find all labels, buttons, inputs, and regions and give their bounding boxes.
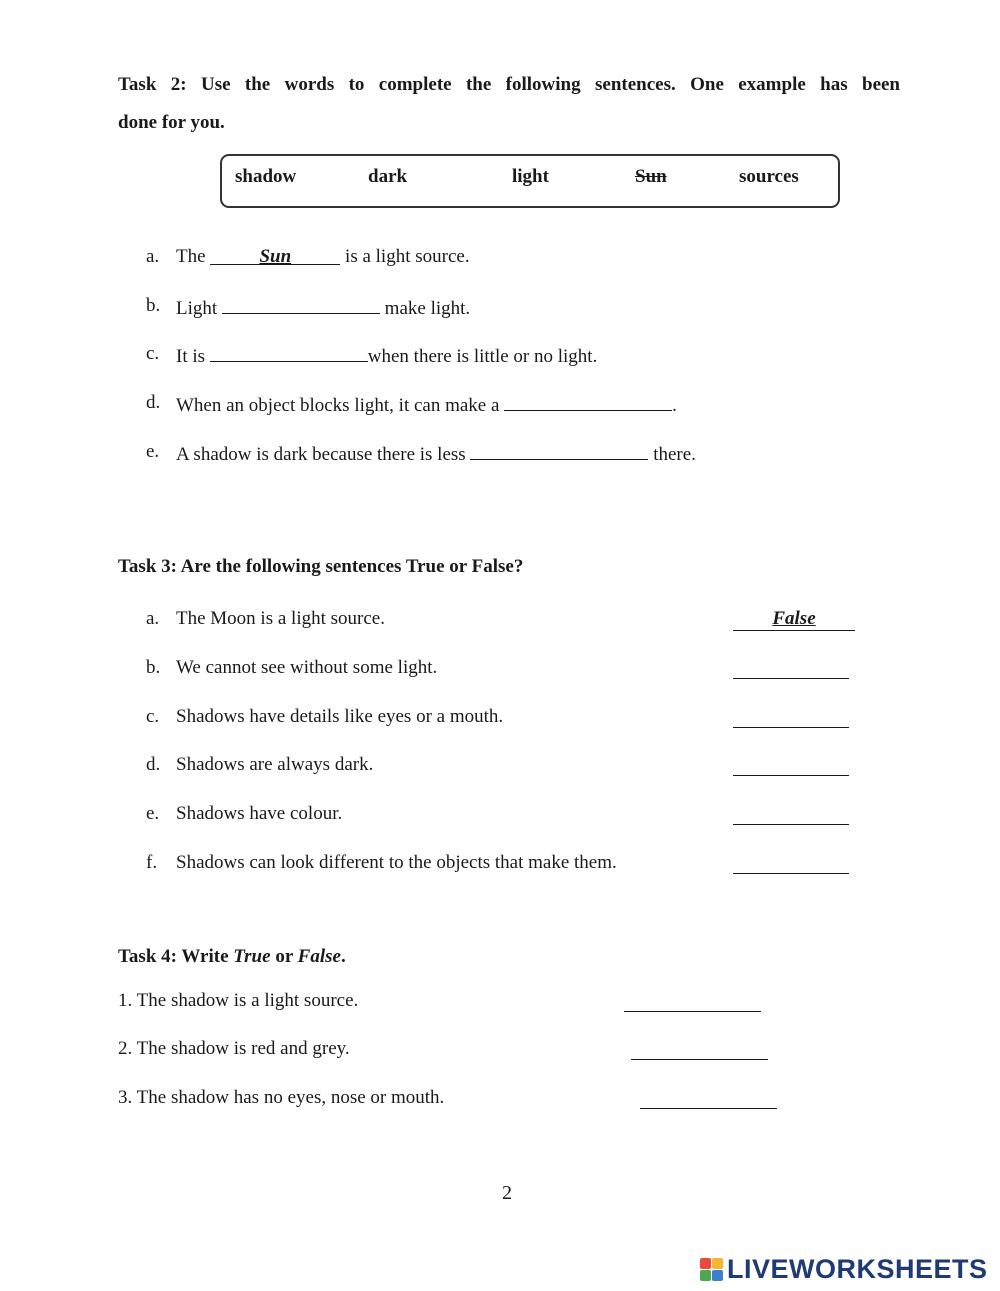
logo-blocks-icon (700, 1258, 723, 1281)
task3-item-f-answer-field[interactable] (733, 872, 849, 874)
page-number: 2 (502, 1182, 512, 1204)
task2-item-c-pre: It is (176, 346, 206, 367)
task3-item-e-answer-field[interactable] (733, 823, 849, 825)
brand-name: LIVEWORKSHEETS (727, 1253, 988, 1284)
task3-title-text: : Are the following sentences True or False? (170, 556, 524, 577)
task3-item-b-letter: b. (146, 657, 161, 678)
liveworksheets-logo (700, 1252, 988, 1286)
task2-item-d-answer-field[interactable] (504, 392, 672, 411)
task2-item-c-post: when there is little or no light. (367, 346, 598, 367)
task4-item-2-text: 2. The shadow is red and grey. (118, 1038, 350, 1059)
task3-item-a-line (733, 629, 855, 631)
word-sun-used[interactable]: Sun (635, 166, 667, 187)
task3-item-a-answer-field[interactable] (733, 608, 855, 630)
task2-item-a-post: is a light source. (345, 246, 470, 267)
task2-title-line1: Task 2: Use the words to complete the following sentences. One example has been (118, 74, 900, 95)
task2-item-a (176, 246, 470, 268)
task3-item-d-letter: d. (146, 754, 161, 775)
task3-title (118, 556, 523, 578)
task3-item-c-letter: c. (146, 706, 160, 727)
word-dark[interactable]: dark (368, 166, 408, 187)
task4-item-1-text: 1. The shadow is a light source. (118, 990, 359, 1011)
task4-title-false: False (297, 946, 341, 967)
task2-item-a-answer-field[interactable] (210, 246, 340, 265)
task2-item-c-answer-field[interactable] (210, 343, 368, 362)
task3-item-e-text: Shadows have colour. (176, 803, 343, 824)
task2-item-d-post: . (672, 395, 677, 416)
task2-item-d-letter: d. (146, 392, 161, 413)
task4-item-3-text: 3. The shadow has no eyes, nose or mouth. (118, 1087, 445, 1108)
task3-label: Task 3 (118, 556, 171, 577)
task2-item-e (176, 441, 696, 466)
task4-title-true: True (233, 946, 271, 967)
task4-title-prefix: Task 4: Write (118, 946, 234, 967)
task3-item-a-text: The Moon is a light source. (176, 608, 385, 629)
task3-item-f-letter: f. (146, 852, 158, 873)
task3-item-f-text: Shadows can look different to the objects that make them. (176, 852, 617, 873)
task2-item-a-answer: Sun (259, 246, 292, 267)
task3-item-c-text: Shadows have details like eyes or a mouth. (176, 706, 504, 727)
task4-title-or: or (270, 946, 298, 967)
task2-item-b-answer-field[interactable] (222, 295, 380, 314)
task3-item-e-letter: e. (146, 803, 160, 824)
task2-item-c-letter: c. (146, 343, 160, 364)
task2-item-e-post: there. (653, 444, 696, 465)
task3-item-a-answer: False (772, 608, 816, 629)
task2-item-e-pre: A shadow is dark because there is less (176, 444, 466, 465)
task2-title-line2: done for you. (118, 112, 225, 133)
task4-title-end: . (340, 946, 346, 967)
task2-item-e-answer-field[interactable] (470, 441, 648, 460)
task2-item-a-letter: a. (146, 246, 160, 267)
task2-item-b-pre: Light (176, 298, 218, 319)
task3-item-d-answer-field[interactable] (733, 774, 849, 776)
task4-item-1-answer-field[interactable] (624, 1010, 761, 1012)
task4-item-2-answer-field[interactable] (631, 1058, 768, 1060)
task2-item-d-pre: When an object blocks light, it can make a (176, 395, 500, 416)
task2-item-d (176, 392, 677, 417)
word-bank (220, 154, 840, 208)
task3-item-b-text: We cannot see without some light. (176, 657, 438, 678)
task4-title (118, 946, 346, 968)
task2-item-c (176, 343, 597, 368)
task3-item-b-answer-field[interactable] (733, 677, 849, 679)
word-light[interactable]: light (512, 166, 549, 187)
task2-item-e-letter: e. (146, 441, 160, 462)
task2-item-a-pre: The (176, 246, 206, 267)
task2-item-b-letter: b. (146, 295, 161, 316)
task3-item-a-letter: a. (146, 608, 160, 629)
task3-item-c-answer-field[interactable] (733, 726, 849, 728)
word-shadow[interactable]: shadow (235, 166, 297, 187)
task3-item-d-text: Shadows are always dark. (176, 754, 374, 775)
task2-item-b (176, 295, 470, 320)
task2-item-b-post: make light. (384, 298, 471, 319)
word-sources[interactable]: sources (739, 166, 799, 187)
task4-item-3-answer-field[interactable] (640, 1107, 777, 1109)
